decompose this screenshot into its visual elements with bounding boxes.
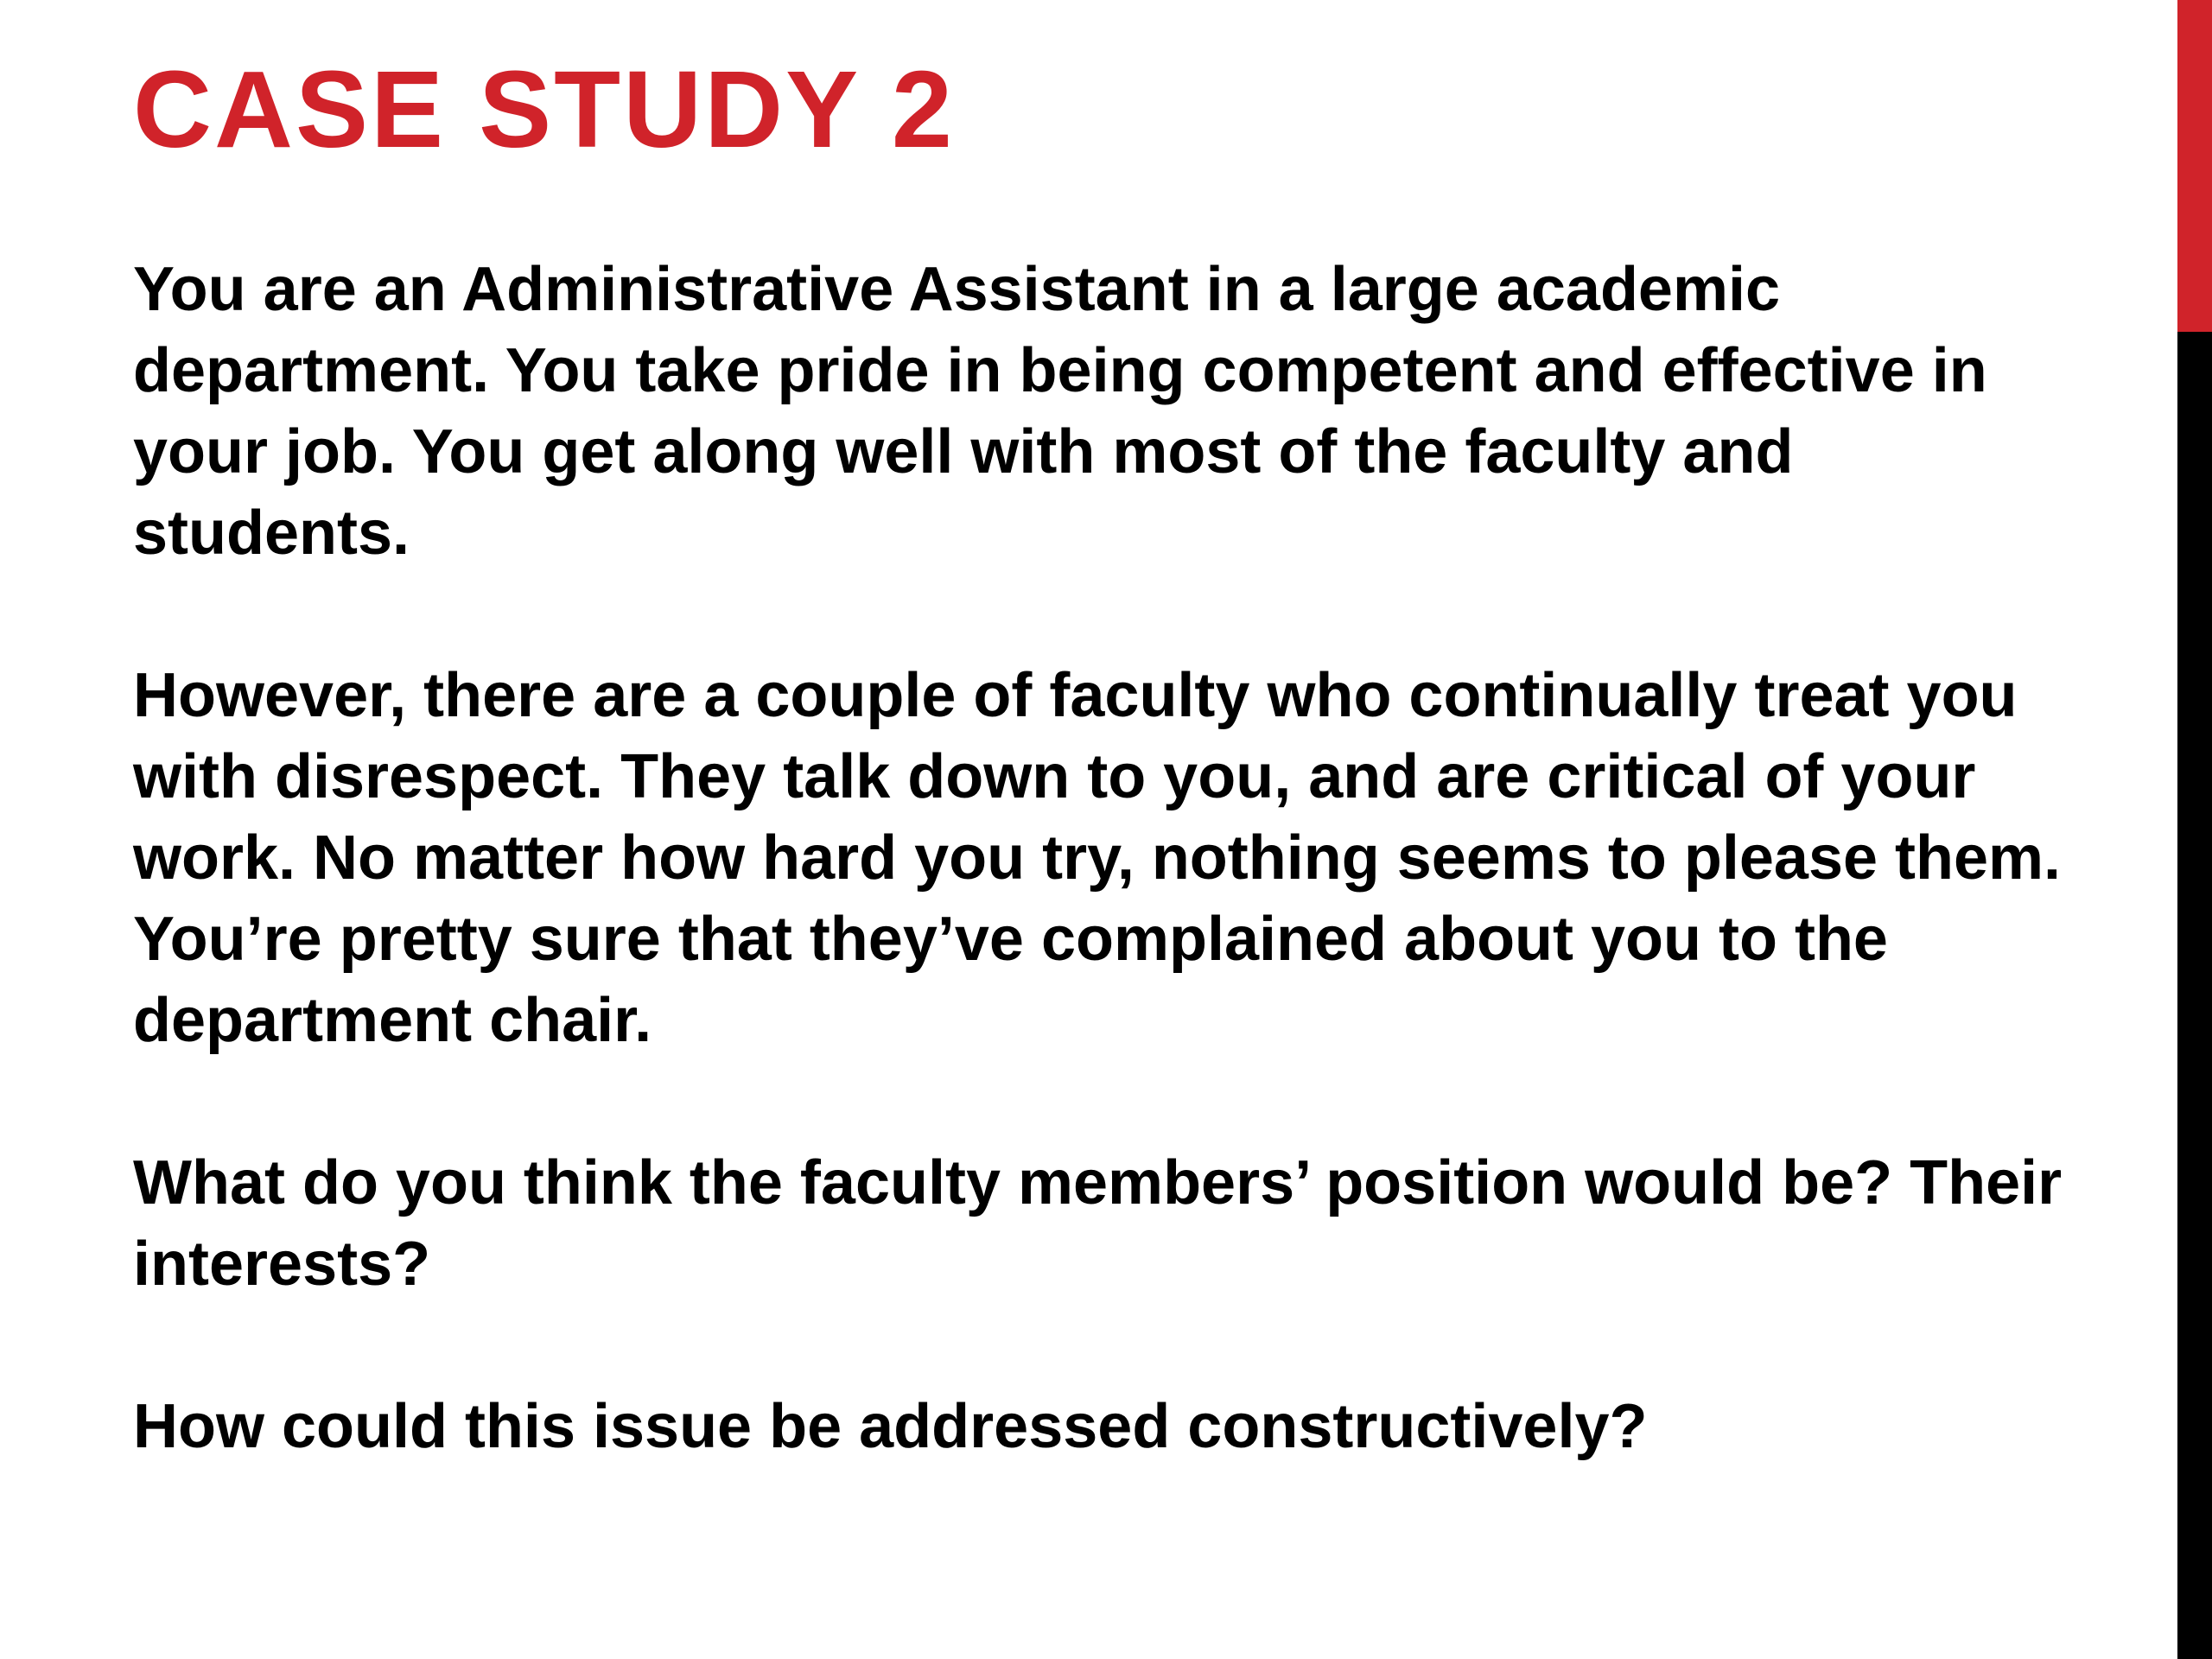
slide-title: CASE STUDY 2 [133, 48, 955, 170]
side-bar-accent [2177, 0, 2212, 332]
slide-body [133, 249, 2069, 1467]
paragraph-problem: However, there are a couple of faculty who continually treat you with disrespect. They talk down to you, and are critical of your work. No matter how hard you try, nothing seems to please them. You’re pretty sure that they’ve complained about you to the department chair. [133, 661, 2062, 1055]
paragraph-intro: You are an Administrative Assistant in a large academic department. You take pride in being competent and effective in your job. You get along well with most of the faculty and students. [133, 255, 1987, 568]
question-address: How could this issue be addressed constructively? [133, 1392, 1648, 1461]
question-position: What do you think the faculty members’ position would be? Their interests? [133, 1148, 2063, 1299]
